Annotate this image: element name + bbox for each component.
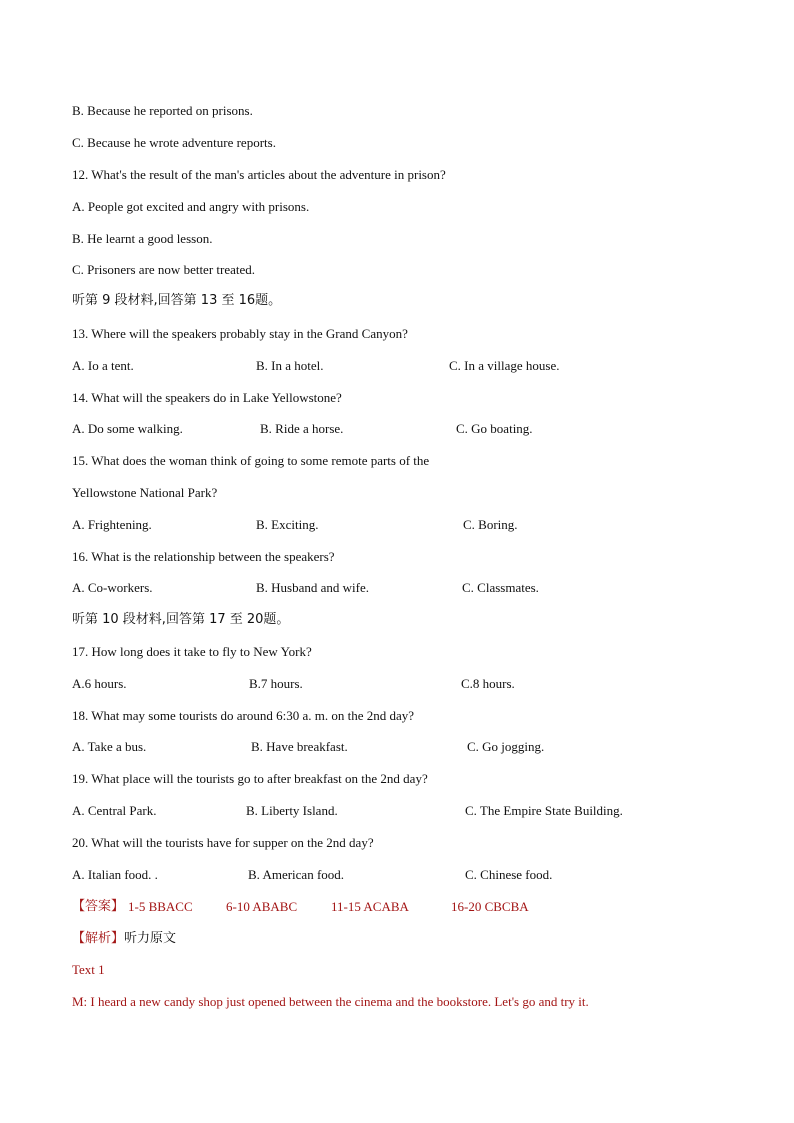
q17-option-b: B.7 hours. — [249, 676, 303, 691]
q19-option-b: B. Liberty Island. — [246, 803, 338, 818]
q17-option-c: C.8 hours. — [461, 676, 515, 691]
q16-option-a: A. Co-workers. — [72, 580, 153, 595]
q11-option-c: C. Because he wrote adventure reports. — [72, 135, 276, 150]
q13-option-b: B. In a hotel. — [256, 358, 324, 373]
analysis-label: 【解析】 — [72, 931, 125, 946]
q18-option-a: A. Take a bus. — [72, 739, 147, 754]
q13-question: 13. Where will the speakers probably stay in the Grand Canyon? — [72, 326, 408, 341]
analysis-text: 听力原文 — [124, 931, 177, 946]
q15-question-line1: 15. What does the woman think of going to some remote parts of the — [72, 453, 430, 468]
answer-group-1: 1-5 BBACC — [128, 899, 193, 914]
q14-question: 14. What will the speakers do in Lake Yellowstone? — [72, 390, 342, 405]
answer-label: 【答案】 — [72, 899, 125, 914]
q12-option-a: A. People got excited and angry with prisons. — [72, 199, 310, 214]
answer-group-2: 6-10 ABABC — [226, 899, 298, 914]
q13-option-c: C. In a village house. — [449, 358, 560, 373]
q14-option-c: C. Go boating. — [456, 421, 533, 436]
q16-option-c: C. Classmates. — [462, 580, 539, 595]
q16-option-b: B. Husband and wife. — [256, 580, 370, 595]
analysis-heading — [72, 930, 176, 947]
q13-option-a: A. Io a tent. — [72, 358, 134, 373]
q18-option-c: C. Go jogging. — [467, 739, 545, 754]
answer-group-3: 11-15 ACABA — [331, 899, 409, 914]
q19-option-c: C. The Empire State Building. — [465, 803, 623, 818]
q17-option-a: A.6 hours. — [72, 676, 127, 691]
q12-option-c: C. Prisoners are now better treated. — [72, 262, 256, 277]
q20-question: 20. What will the tourists have for supper on the 2nd day? — [72, 835, 374, 850]
answer-group-4: 16-20 CBCBA — [451, 899, 529, 914]
q18-question: 18. What may some tourists do around 6:30 a. m. on the 2nd day? — [72, 708, 415, 723]
q15-question-line2: Yellowstone National Park? — [72, 485, 218, 500]
q20-option-a: A. Italian food. . — [72, 867, 158, 882]
q20-option-b: B. American food. — [248, 867, 345, 882]
q14-option-a: A. Do some walking. — [72, 421, 183, 436]
q15-option-c: C. Boring. — [463, 517, 518, 532]
q12-question: 12. What's the result of the man's articles about the adventure in prison? — [72, 167, 446, 182]
section-10-heading: 听第 10 段材料,回答第 17 至 20题。 — [72, 612, 290, 627]
section-9-heading: 听第 9 段材料,回答第 13 至 16题。 — [72, 293, 282, 308]
q16-question: 16. What is the relationship between the speakers? — [72, 549, 335, 564]
q20-option-c: C. Chinese food. — [465, 867, 553, 882]
q11-option-b: B. Because he reported on prisons. — [72, 103, 253, 118]
q19-question: 19. What place will the tourists go to after breakfast on the 2nd day? — [72, 771, 428, 786]
text1-title: Text 1 — [72, 962, 105, 977]
q18-option-b: B. Have breakfast. — [251, 739, 348, 754]
q15-option-a: A. Frightening. — [72, 517, 152, 532]
text1-line: M: I heard a new candy shop just opened between the cinema and the bookstore. Let's go and try it. — [72, 994, 589, 1009]
q19-option-a: A. Central Park. — [72, 803, 157, 818]
q15-option-b: B. Exciting. — [256, 517, 319, 532]
q17-question: 17. How long does it take to fly to New York? — [72, 644, 312, 659]
q14-option-b: B. Ride a horse. — [260, 421, 344, 436]
q12-option-b: B. He learnt a good lesson. — [72, 231, 213, 246]
